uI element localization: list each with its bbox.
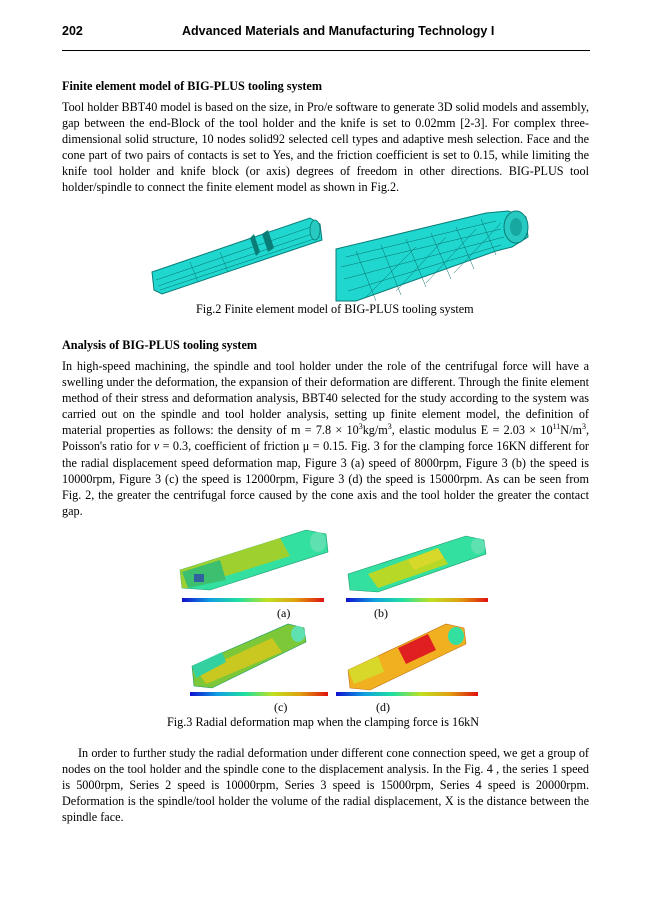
paragraph-displacement: In order to further study the radial deformation under different cone connection speed, we get a group of nodes on the tool holder and the spindle cone to the displacement analysis. In the Fig. 4 , the series 1 speed is 5000rpm, Series 2 speed is 10000rpm, Series 3 speed is 15000rpm, Series 4 speed is 20000rpm. Deformation is the spindle/tool holder the volume of the radial displacement, X is the distance between the spindle face. <box>62 746 589 825</box>
fig3d-color-legend <box>336 692 478 696</box>
fig2-caption: Fig.2 Finite element model of BIG-PLUS tooling system <box>196 302 474 316</box>
fig3b-color-legend <box>346 598 488 602</box>
paragraph-analysis: In high-speed machining, the spindle and tool holder under the role of the centrifugal force will have a swelling under the deformation, the expansion of their deformation are different. Through the finite element method of their stress and deformation analysis, BBT40 selected for the study according to the system was carried out on the spindle and tool holder analysis, setting up finite element model, the definition of material properties as follows: the density of $m = 7.8 \times 10^3kg/m^3$, elastic modulus $E = 2.03 \times 10^{11}N/m^3$, Poisson's ratio for v = 0.3, coefficient of friction μ = 0.15. Fig. 3 for the clamping force 16KN different for the radial displacement speed deformation map, Figure 3 (a) speed of 8000rpm, Figure 3 (b) the speed is 10000rpm, Figure 3 (c) the speed is 12000rpm, Figure 3 (d) the speed is 15000rpm. As can be seen from Fig. 2, the greater the centrifugal force caused by the cone axis and the tool holder the greater the contact gap. <box>62 359 589 518</box>
fig3b-deformation-image <box>348 534 490 594</box>
fig3c-color-legend <box>190 692 328 696</box>
paragraph-fe-model: Tool holder BBT40 model is based on the size, in Pro/e software to generate 3D solid models and assembly, gap between the end-Block of the tool holder and the knife is set to 0.02mm [2-3]. For complex three-dimensional solid structure, 10 nodes solid92 selected cell types and adaptive mesh selection. Face and the cone part of two pairs of contacts is set to Yes, and the friction coefficient is set to 0.15, while limiting the knife tool holder and knife block (or axis) degrees of freedom in other directions. BIG-PLUS tool holder/spindle to connect the finite element model as shown in Fig.2. <box>62 100 589 195</box>
fig2-left-mesh-image <box>150 210 325 300</box>
section-heading-fe-model: Finite element model of BIG-PLUS tooling system <box>62 79 322 93</box>
fig3d-label: (d) <box>376 700 390 714</box>
fig3a-deformation-image <box>180 526 330 594</box>
fig3-caption: Fig.3 Radial deformation map when the clamping force is 16kN <box>167 715 480 729</box>
fig3b-label: (b) <box>374 606 388 620</box>
fig3c-label: (c) <box>274 700 288 714</box>
page-number: 202 <box>62 24 83 38</box>
section-heading-analysis: Analysis of BIG-PLUS tooling system <box>62 338 258 352</box>
fig2-right-mesh-image <box>336 207 531 303</box>
fig3a-color-legend <box>182 598 324 602</box>
journal-title: Advanced Materials and Manufacturing Technology I <box>182 24 495 38</box>
fig3a-label: (a) <box>277 606 291 620</box>
running-header <box>62 22 590 42</box>
header-rule <box>62 50 590 51</box>
fig3d-deformation-image <box>348 622 470 692</box>
fig3c-deformation-image <box>192 622 310 692</box>
